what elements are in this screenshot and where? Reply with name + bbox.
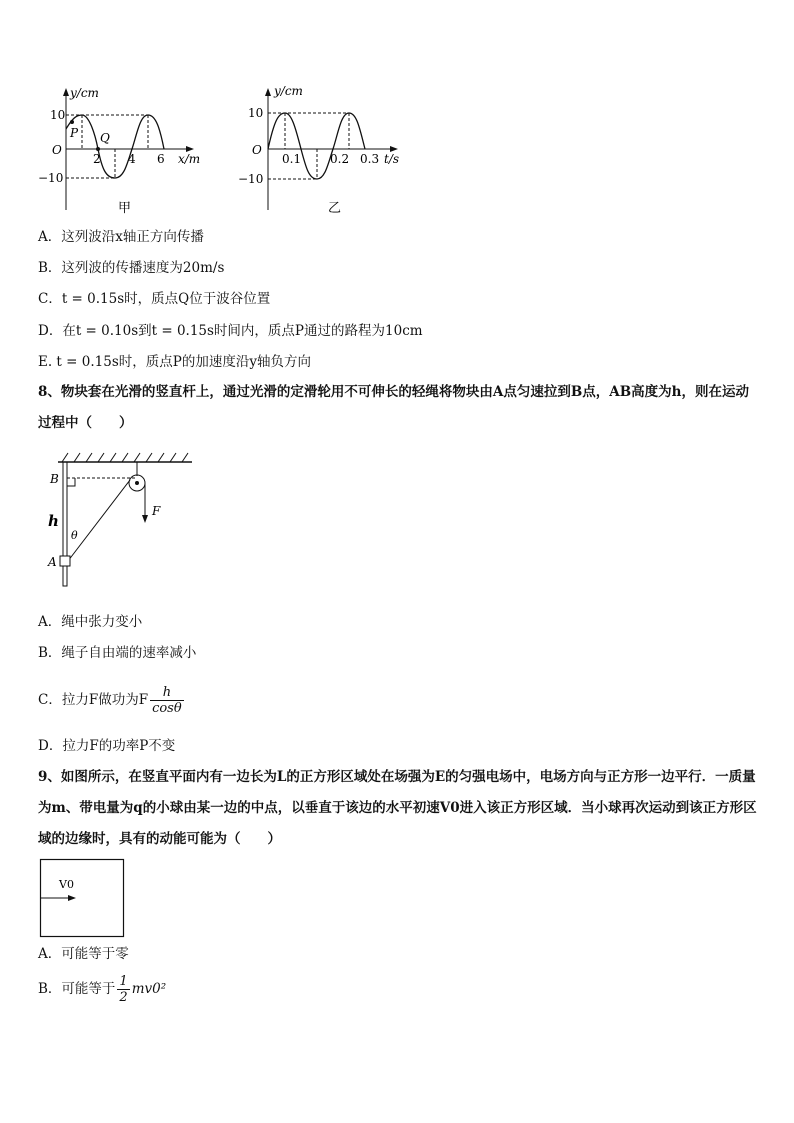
q9-stem: 9、如图所示，在竖直平面内有一边长为L的正方形区域处在场强为E的匀强电场中，电场方向与正方形一边平行．一质量为m、带电量为q的小球由某一边的中点，以垂直于该边的水平初速V0进入该正方形区域．当小球再次运动到该正方形区域的边缘时，具有的动能可能为（ ） [38, 769, 757, 847]
block [60, 556, 70, 566]
fraction-numerator: 1 [119, 974, 128, 989]
svg-text:θ: θ [71, 529, 78, 542]
svg-text:F: F [152, 504, 161, 518]
svg-text:O: O [252, 143, 262, 157]
fraction-denominator: cosθ [152, 701, 182, 716]
svg-text:−10: −10 [238, 172, 264, 186]
vibration-graph-yi [236, 82, 411, 217]
wave-curve [66, 115, 164, 178]
q8-option-c-text: C．拉力F做功为F [38, 692, 149, 708]
svg-text:2: 2 [93, 152, 101, 166]
fraction-numerator: h [150, 685, 184, 701]
q7-option-a: A．这列波沿x轴正方向传播 [38, 229, 204, 245]
svg-text:y/cm: y/cm [70, 86, 99, 100]
svg-text:0.2: 0.2 [330, 152, 350, 166]
wave-graph-jia [38, 82, 213, 217]
work-fraction [150, 685, 184, 716]
svg-text:乙: 乙 [328, 201, 342, 216]
q9-option-b [38, 974, 166, 1005]
svg-text:t/s: t/s [384, 152, 400, 166]
svg-text:V0: V0 [59, 878, 74, 891]
q7-option-e: E. t = 0.15s时，质点P的加速度沿y轴负方向 [38, 354, 311, 370]
svg-text:y/cm: y/cm [274, 84, 303, 98]
svg-text:0.1: 0.1 [282, 152, 302, 166]
svg-text:P: P [70, 126, 79, 140]
svg-text:10: 10 [248, 106, 264, 120]
q8-option-c [38, 685, 186, 716]
svg-text:4: 4 [128, 152, 136, 166]
pulley-diagram [44, 450, 204, 590]
q8-option-b: B．绳子自由端的速率减小 [38, 645, 197, 661]
q7-option-d: D．在t = 0.10s到t = 0.15s时间内，质点P通过的路程为10cm [38, 323, 423, 339]
q9-option-b-text: B．可能等于 [38, 981, 116, 997]
q7-option-b: B．这列波的传播速度为20m/s [38, 260, 225, 276]
half-fraction [117, 974, 129, 1005]
svg-text:Q: Q [100, 131, 110, 145]
q8-stem: 8、物块套在光滑的竖直杆上，通过光滑的定滑轮用不可伸长的轻绳将物块由A点匀速拉到B点，AB高度为h，则在运动过程中（ ） [38, 384, 749, 431]
svg-text:h: h [48, 512, 59, 530]
svg-text:B: B [50, 472, 59, 486]
q8-option-a: A．绳中张力变小 [38, 614, 143, 630]
svg-text:A: A [48, 555, 57, 569]
svg-text:O: O [52, 143, 62, 157]
square-field-diagram [39, 858, 127, 940]
rope [68, 480, 130, 561]
vertical-rod [63, 462, 67, 586]
svg-text:0.3: 0.3 [360, 152, 380, 166]
q8-option-d: D．拉力F的功率P不变 [38, 738, 176, 754]
kinetic-energy-term: mv0² [131, 981, 167, 997]
q7-option-c: C．t = 0.15s时，质点Q位于波谷位置 [38, 291, 271, 307]
fraction-denominator: 2 [119, 990, 128, 1005]
svg-text:6: 6 [157, 152, 165, 166]
q9-option-a: A．可能等于零 [38, 946, 129, 962]
svg-text:甲: 甲 [118, 201, 132, 216]
svg-text:x/m: x/m [178, 152, 201, 166]
svg-text:10: 10 [50, 108, 66, 122]
svg-text:−10: −10 [38, 171, 64, 185]
